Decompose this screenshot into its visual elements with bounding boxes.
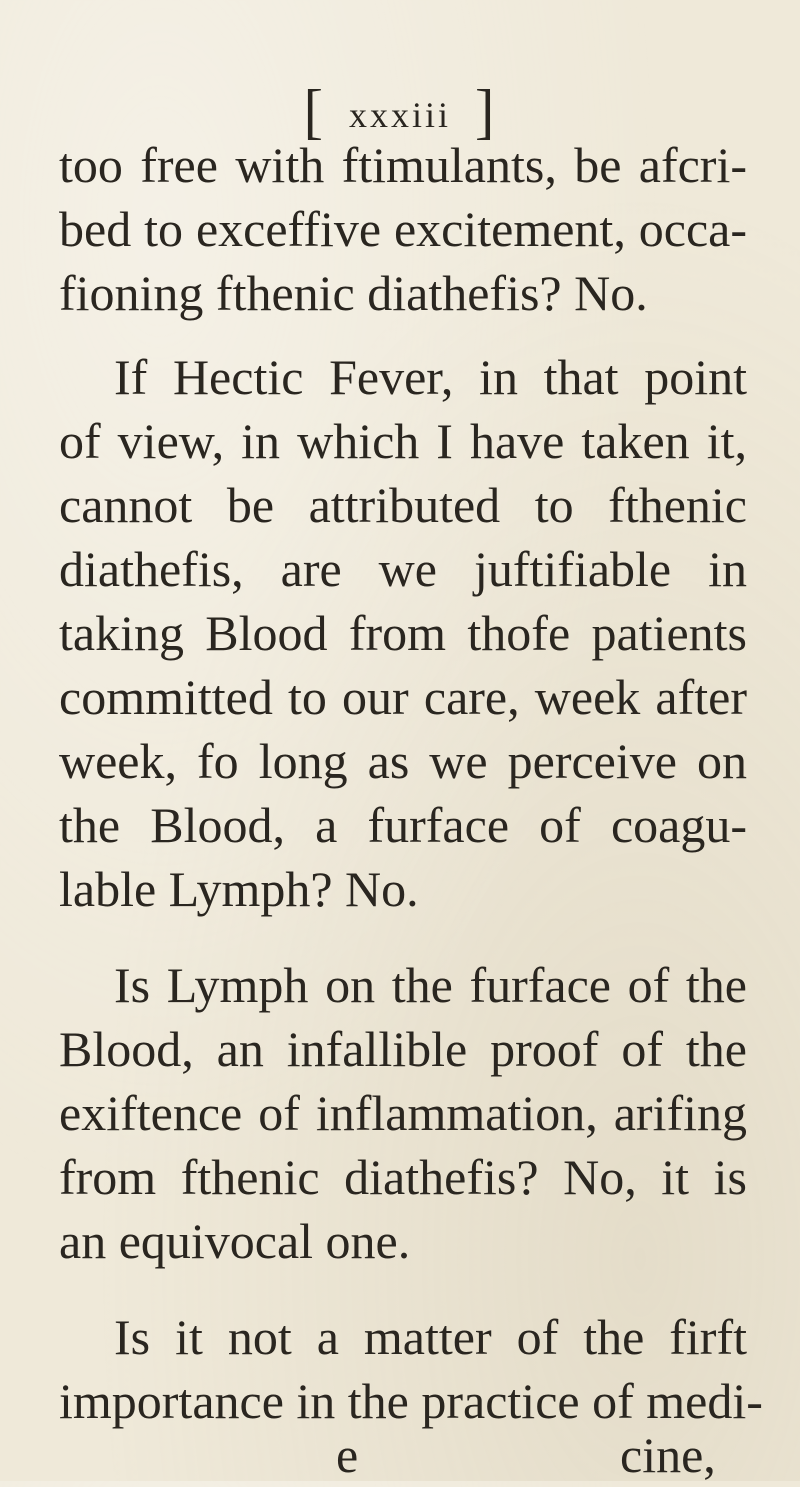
text-line: taking Blood from thofe patients [59,605,747,661]
text-line: If Hectic Fever, in that point [114,349,747,405]
text-line: cannot be attributed to fthenic [59,477,747,533]
text-line: exiftence of inflammation, arifing [59,1085,747,1141]
text-line: bed to exceffive excitement, occa- [59,201,747,257]
text-line: Is Lymph on the furface of the [114,957,747,1013]
text-line: too free with ftimulants, be afcri- [59,137,747,193]
right-bracket: ] [475,77,497,146]
page-number: xxxiii [348,95,451,135]
catchword: cine, [620,1427,716,1483]
text-line: Is it not a matter of the firft [114,1309,747,1365]
signature-mark: e [336,1427,359,1483]
text-line: importance in the practice of medi- [59,1373,763,1429]
text-line: Blood, an infallible proof of the [59,1021,747,1077]
left-bracket: [ [303,77,325,146]
text-line: an equivocal one. [59,1213,411,1269]
text-line: diathefis, are we juftifiable in [59,541,747,597]
text-line: committed to our care, week after [59,669,747,725]
text-line: week, fo long as we perceive on [59,733,747,789]
text-line: fioning fthenic diathefis? No. [59,265,648,321]
text-line: from fthenic diathefis? No, it is [59,1149,747,1205]
text-line: the Blood, a furface of coagu- [59,797,747,853]
text-line: lable Lymph? No. [59,861,419,917]
text-line: of view, in which I have taken it, [59,413,747,469]
